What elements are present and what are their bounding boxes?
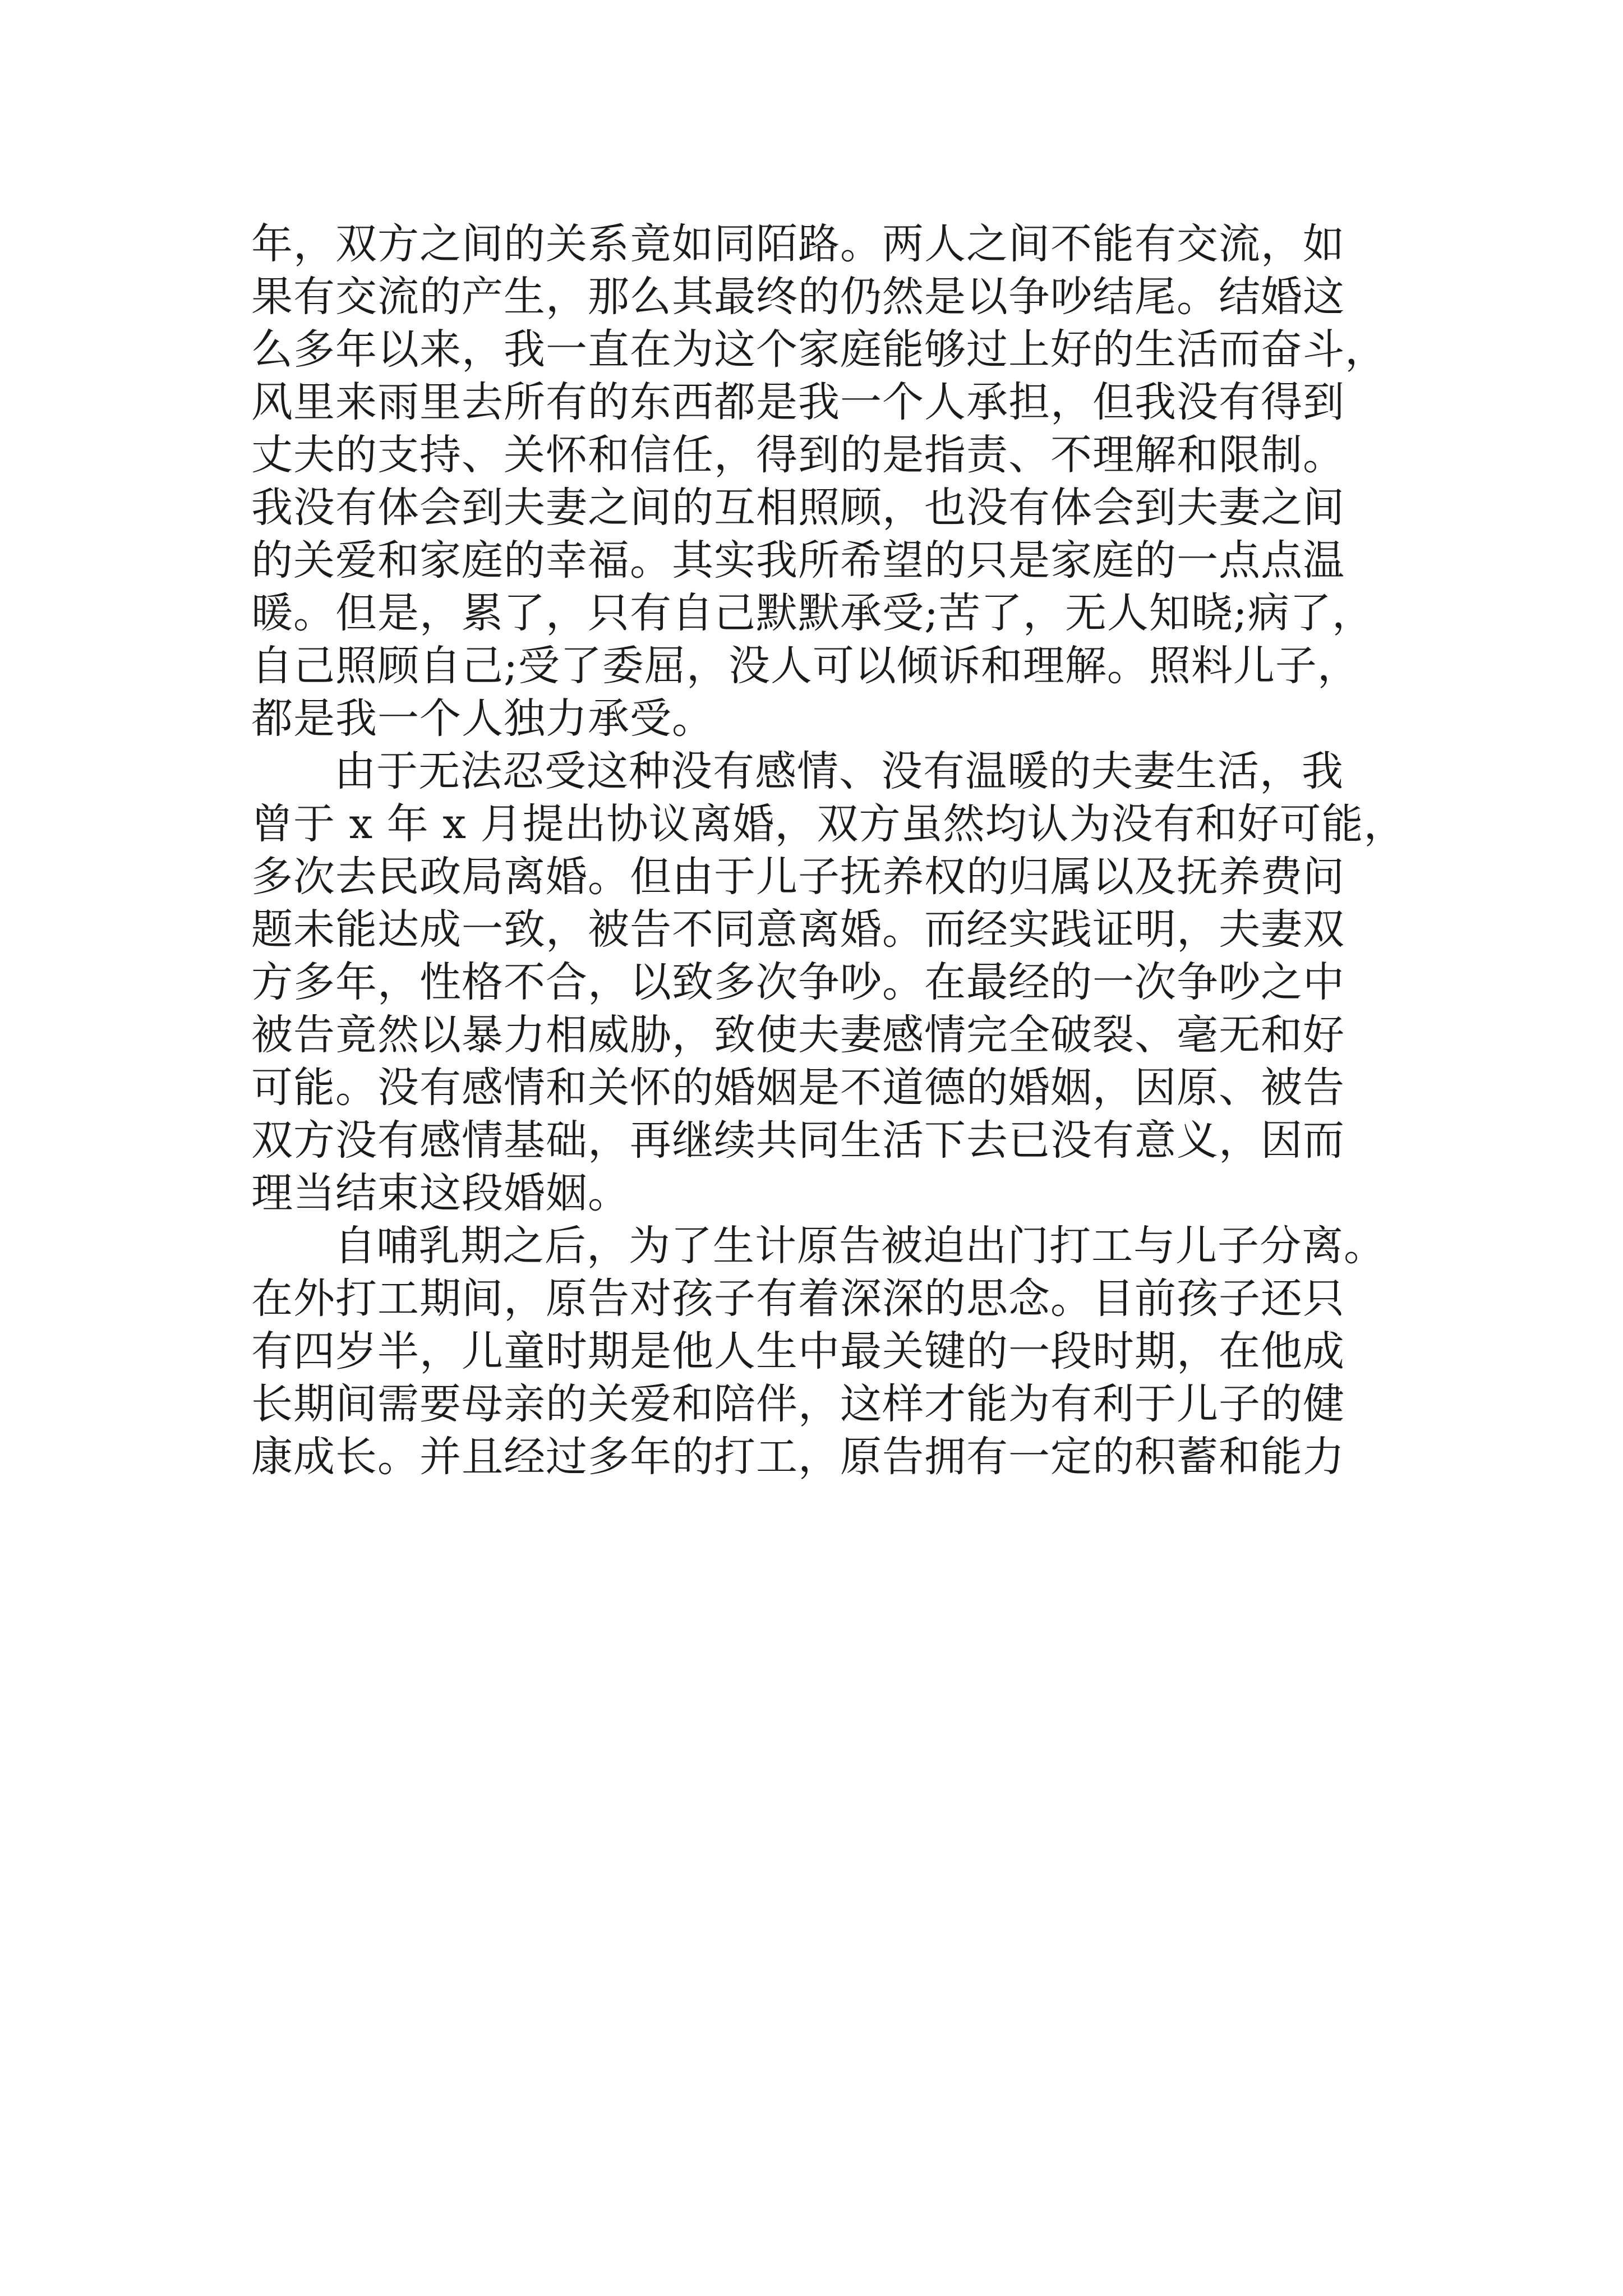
- text-line: 多次去民政局离婚。但由于儿子抚养权的归属以及抚养费问: [251, 853, 1345, 901]
- text-line: 年，双方之间的关系竟如同陌路。两人之间不能有交流，如: [251, 220, 1345, 268]
- text-line: 自己照顾自己;受了委屈，没人可以倾诉和理解。照料儿子，: [251, 642, 1359, 690]
- text-line: 风里来雨里去所有的东西都是我一个人承担，但我没有得到: [251, 378, 1345, 426]
- body-text: [251, 218, 1429, 1483]
- text-line: 由于无法忍受这种没有感情、没有温暖的夫妻生活，我: [334, 747, 1344, 795]
- text-line: 康成长。并且经过多年的打工，原告拥有一定的积蓄和能力: [251, 1433, 1345, 1481]
- text-line: 有四岁半，儿童时期是他人生中最关键的一段时期，在他成: [251, 1327, 1345, 1375]
- text-line: 曾于 x 年 x 月提出协议离婚，双方虽然均认为没有和好可能，: [251, 800, 1406, 848]
- text-line: 么多年以来，我一直在为这个家庭能够过上好的生活而奋斗，: [251, 325, 1387, 374]
- text-line: 自哺乳期之后，为了生计原告被迫出门打工与儿子分离。: [334, 1222, 1386, 1270]
- text-line: 题未能达成一致，被告不同意离婚。而经实践证明，夫妻双: [251, 905, 1345, 954]
- text-line: 被告竟然以暴力相威胁，致使夫妻感情完全破裂、毫无和好: [251, 1011, 1345, 1059]
- text-line: 暖。但是，累了，只有自己默默承受;苦了，无人知晓;病了，: [251, 589, 1374, 637]
- text-line: 都是我一个人独力承受。: [251, 694, 714, 743]
- text-line: 长期间需要母亲的关爱和陪伴，这样才能为有利于儿子的健: [251, 1380, 1345, 1428]
- text-line: 果有交流的产生，那么其最终的仍然是以争吵结尾。结婚这: [251, 273, 1345, 321]
- text-line: 我没有体会到夫妻之间的互相照顾，也没有体会到夫妻之间: [251, 484, 1345, 532]
- text-line: 的关爱和家庭的幸福。其实我所希望的只是家庭的一点点温: [251, 536, 1345, 585]
- text-line: 在外打工期间，原告对孩子有着深深的思念。目前孩子还只: [251, 1274, 1345, 1323]
- text-line: 双方没有感情基础，再继续共同生活下去已没有意义，因而: [251, 1116, 1345, 1165]
- text-line: 丈夫的支持、关怀和信任，得到的是指责、不理解和限制。: [251, 431, 1345, 479]
- text-line: 可能。没有感情和关怀的婚姻是不道德的婚姻，因原、被告: [251, 1064, 1345, 1112]
- text-line: 方多年，性格不合，以致多次争吵。在最经的一次争吵之中: [251, 958, 1345, 1006]
- text-line: 理当结束这段婚姻。: [251, 1169, 630, 1217]
